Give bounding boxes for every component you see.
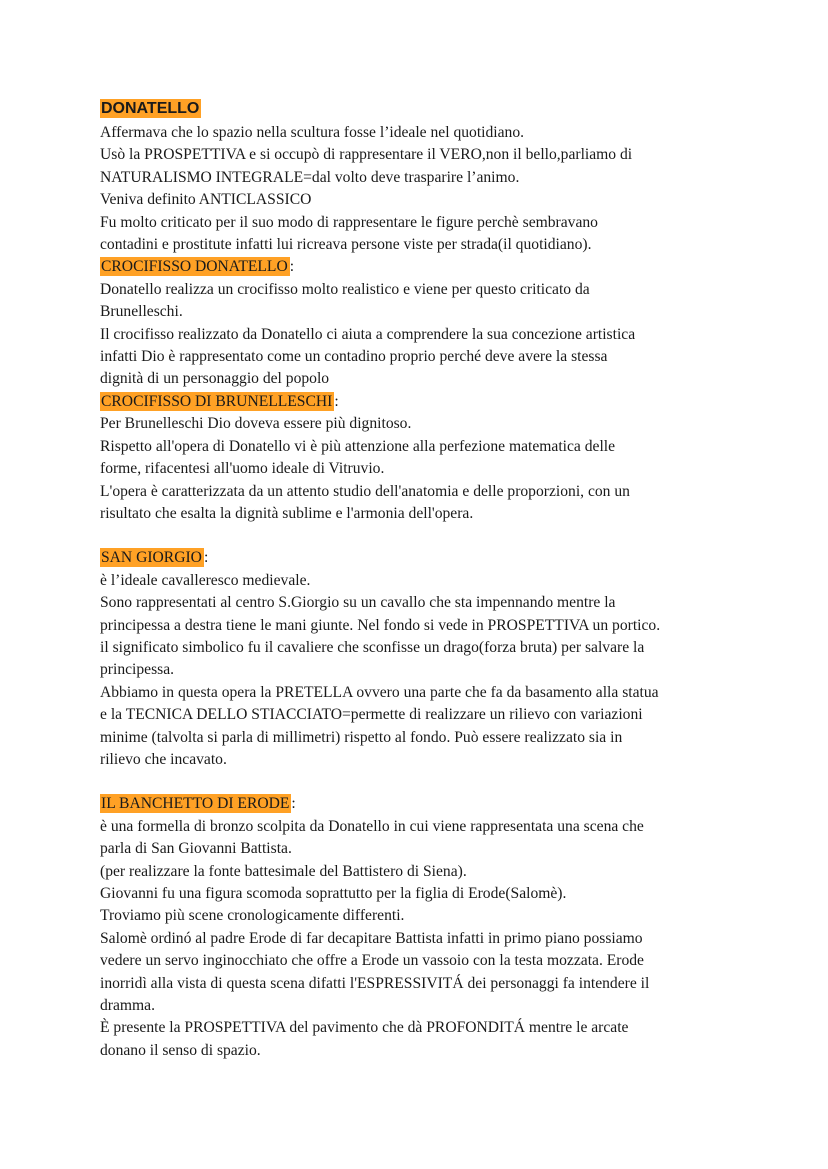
section-heading-colon: : [334,392,339,410]
section-spacer [100,525,740,547]
paragraph-line: Per Brunelleschi Dio doveva essere più dignitoso. [100,415,412,433]
paragraph-line: È presente la PROSPETTIVA del pavimento che dà PROFONDITÁ mentre le arcate [100,1019,629,1037]
paragraph-line: principessa. [100,661,175,679]
paragraph-line: è l’ideale cavalleresco medievale. [100,571,311,589]
paragraph-line: dramma. [100,997,155,1015]
paragraph-line: (per realizzare la fonte battesimale del Battistero di Siena). [100,862,467,880]
paragraph-line: NATURALISMO INTEGRALE=dal volto deve trasparire l’animo. [100,168,520,186]
paragraph-line: L'opera è caratterizzata da un attento studio dell'anatomia e delle proporzioni, con un [100,482,630,500]
paragraph-line: Usò la PROSPETTIVA e si occupò di rappresentare il VERO,non il bello,parliamo di [100,146,633,164]
paragraph-line: Veniva definito ANTICLASSICO [100,191,312,209]
paragraph-line: Rispetto all'opera di Donatello vi è più attenzione alla perfezione matematica delle [100,437,616,455]
paragraph-line: Abbiamo in questa opera la PRETELLA ovvero una parte che fa da basamento alla statua [100,683,659,701]
paragraph-line: Affermava che lo spazio nella scultura fosse l’ideale nel quotidiano. [100,124,525,141]
section-heading-text: CROCIFISSO DI BRUNELLESCHI [101,392,333,410]
paragraph-line: Giovanni fu una figura scomoda soprattutto per la figlia di Erode(Salomè). [100,885,567,902]
paragraph-line: vedere un servo inginocchiato che offre a Erode un vassoio con la testa mozzata. Erode [100,952,644,970]
section-heading-text: IL BANCHETTO DI ERODE [101,795,290,813]
paragraph-line: è una formella di bronzo scolpita da Donatello in cui viene rappresentata una scena che [100,817,644,835]
section-heading-colon: : [291,795,296,813]
section-heading [100,256,740,278]
section-heading [100,793,740,815]
paragraph-line: forme, rifacentesi all'uomo ideale di Vitruvio. [100,460,385,478]
paragraph-line: contadini e prostitute infatti lui ricreava persone viste per strada(il quotidiano). [100,236,592,254]
paragraph-line: e la TECNICA DELLO STIACCIATO=permette di realizzare un rilievo con variazioni [100,706,643,724]
paragraph-line: Brunelleschi. [100,303,183,321]
document-title [100,98,740,122]
paragraph-line: dignità di un personaggio del popolo [100,370,330,388]
paragraph-line: Salomè ordinó al padre Erode di far decapitare Battista infatti in primo piano possiamo [100,929,643,947]
section-heading [100,391,740,413]
paragraph-line: il significato simbolico fu il cavaliere che sconfisse un drago(forza bruta) per salvare la [100,638,645,656]
section-heading-text: CROCIFISSO DONATELLO [101,258,288,276]
section-heading-colon: : [203,549,209,567]
section-heading-colon: : [289,258,295,276]
document-page [100,98,740,1062]
paragraph-line: risultato che esalta la dignità sublime e l'armonia dell'opera. [100,504,474,522]
section-heading [100,547,740,569]
paragraph-line: Troviamo più scene cronologicamente differenti. [100,907,405,925]
document-title-text: DONATELLO [101,100,200,117]
paragraph-line: Sono rappresentati al centro S.Giorgio su un cavallo che sta impennando mentre la [100,594,616,612]
paragraph-line: Donatello realizza un crocifisso molto realistico e viene per questo criticato da [100,280,590,298]
paragraph-line: inorridì alla vista di questa scena difatti l'ESPRESSIVITÁ dei personaggi fa intendere il [100,974,650,992]
paragraph-line: Il crocifisso realizzato da Donatello ci aiuta a comprendere la sua concezione artistica [100,325,636,343]
paragraph-line: infatti Dio è rappresentato come un contadino proprio perché deve avere la stessa [100,348,608,366]
paragraph-line: donano il senso di spazio. [100,1041,261,1059]
section-spacer [100,771,740,793]
section-heading-text: SAN GIORGIO [101,549,202,567]
paragraph-line: rilievo che incavato. [100,750,227,768]
paragraph-line: minime (talvolta si parla di millimetri) rispetto al fondo. Può essere realizzato sia in [100,728,623,746]
paragraph-line: parla di San Giovanni Battista. [100,840,292,858]
paragraph-line: principessa a destra tiene le mani giunte. Nel fondo si vede in PROSPETTIVA un portico. [100,616,661,634]
paragraph-line: Fu molto criticato per il suo modo di rappresentare le figure perchè sembravano [100,213,598,231]
